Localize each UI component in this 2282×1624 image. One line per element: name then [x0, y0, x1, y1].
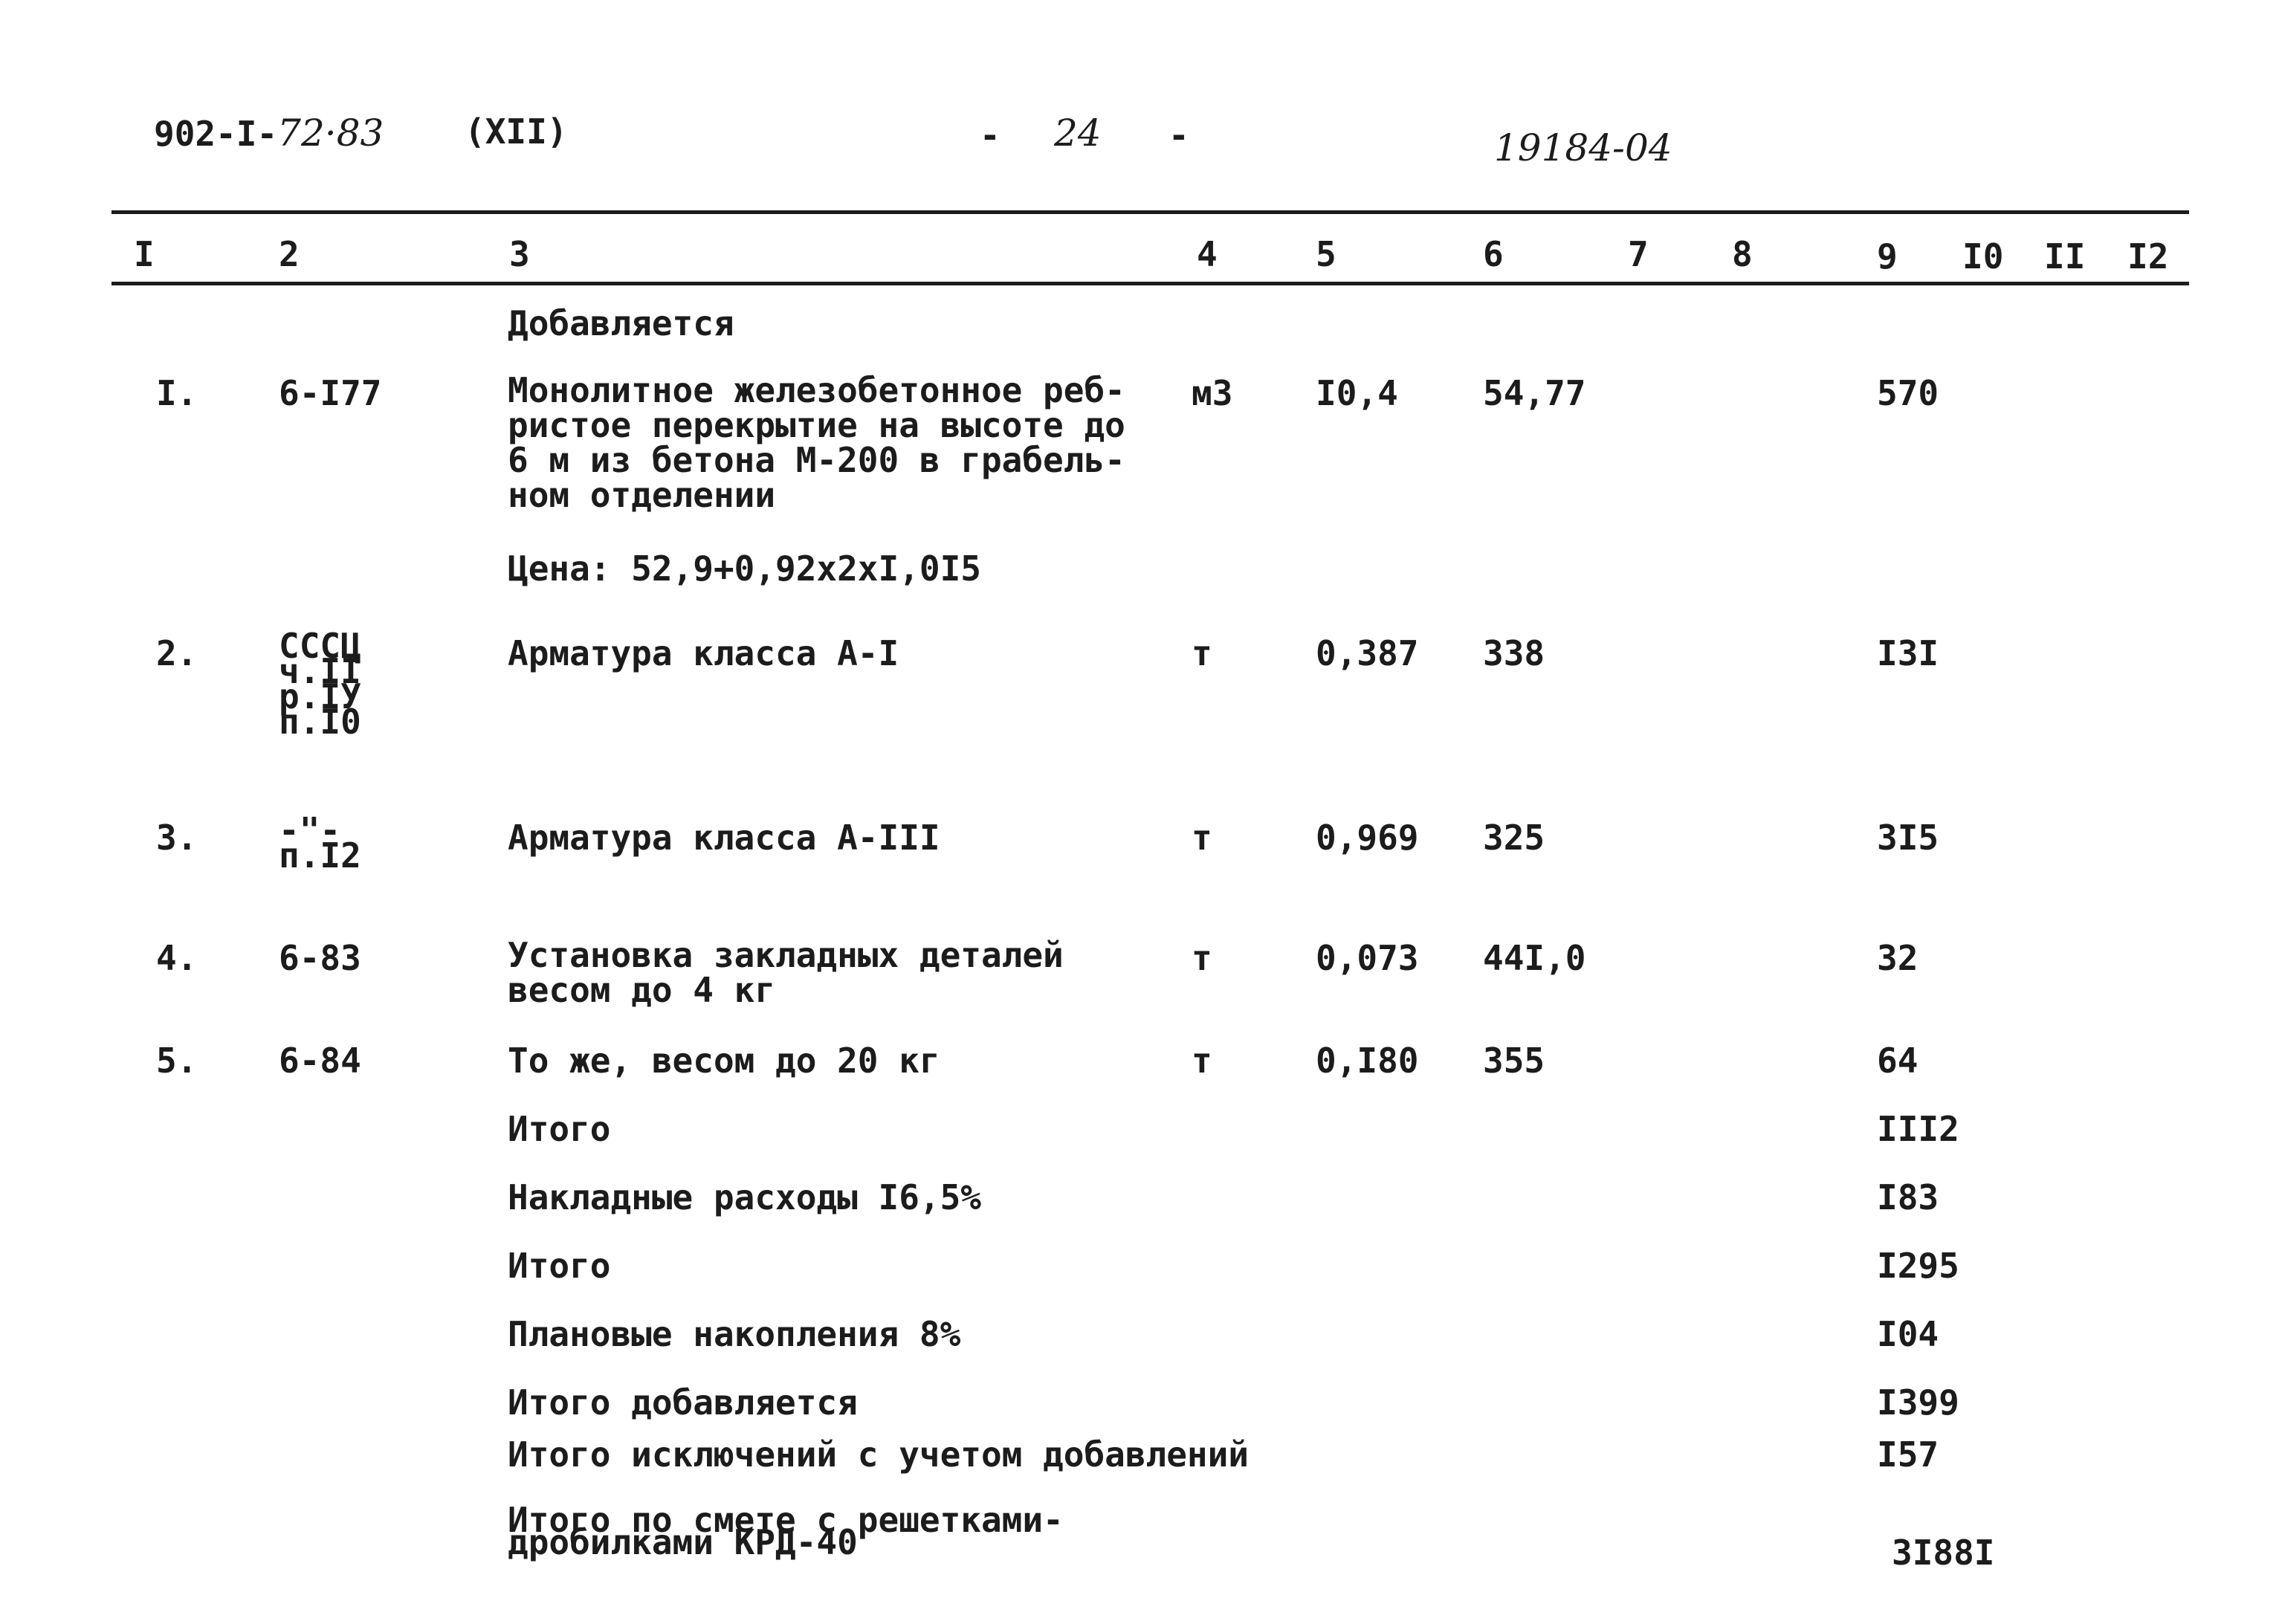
row-1-number: I.	[156, 373, 198, 413]
column-header-6: 6	[1483, 234, 1504, 274]
summary-label-6: Итого исключений с учетом добавлений	[508, 1434, 1249, 1475]
row-1-unit: м3	[1192, 373, 1233, 413]
column-header-9: 9	[1877, 236, 1898, 276]
document-code	[154, 111, 384, 155]
summary-value-1: III2	[1877, 1109, 1959, 1149]
summary-label-2: Накладные расходы I6,5%	[508, 1177, 981, 1217]
row-4-total: 32	[1877, 938, 1919, 978]
column-header-8: 8	[1732, 234, 1753, 274]
row-1-price: 54,77	[1483, 373, 1586, 413]
summary-value-3: I295	[1877, 1246, 1959, 1286]
summary-value-5: I399	[1877, 1382, 1959, 1423]
summary-label-3: Итого	[508, 1246, 611, 1286]
column-header-12: I2	[2127, 236, 2169, 276]
section-title: Добавляется	[508, 303, 734, 343]
row-5-number: 5.	[156, 1041, 198, 1081]
row-2-unit: т	[1192, 633, 1212, 673]
summary-value-4: I04	[1877, 1314, 1939, 1354]
row-1-name: Монолитное железобетонное реб- ристое перекрытие на высоте до 6 м из бетона М-200 в грабель- ном отделении	[508, 370, 1125, 515]
registry-number: 19184-04	[1494, 126, 1672, 169]
page-number: 24	[1054, 111, 1102, 155]
row-2-total: I3I	[1877, 633, 1939, 673]
summary-label-7: Итого по смете с решетками- дробилками КРД-40	[508, 1500, 1064, 1562]
column-header-4: 4	[1197, 234, 1218, 274]
row-2-price: 338	[1483, 633, 1545, 673]
row-3-name: Арматура класса А-III	[508, 818, 940, 858]
row-3-number: 3.	[156, 818, 198, 858]
column-header-5: 5	[1316, 234, 1336, 274]
row-5-code: 6-84	[279, 1041, 361, 1081]
summary-label-4: Плановые накопления 8%	[508, 1314, 961, 1354]
column-header-11: II	[2044, 236, 2086, 276]
column-header-7: 7	[1628, 234, 1649, 274]
row-2-number: 2.	[156, 633, 198, 673]
row-3-code: -"- п.I2	[279, 810, 361, 876]
row-2-name: Арматура класса А-I	[508, 633, 899, 673]
row-4-number: 4.	[156, 938, 198, 978]
row-4-name: Установка закладных деталей весом до 4 кг	[508, 935, 1064, 1010]
summary-value-6: I57	[1877, 1434, 1939, 1475]
document-code-handwritten: 72·83	[277, 111, 384, 155]
row-2-quantity: 0,387	[1316, 633, 1419, 673]
row-4-price: 44I,0	[1483, 938, 1586, 978]
header-rule-top	[111, 210, 2189, 214]
page-number-dash-right: -	[1169, 115, 1189, 155]
summary-label-5: Итого добавляется	[508, 1382, 858, 1423]
column-header-10: I0	[1962, 236, 2004, 276]
section-label: (XII)	[465, 111, 568, 152]
summary-value-2: I83	[1877, 1177, 1939, 1217]
summary-value-7: 3I88I	[1892, 1533, 1995, 1573]
document-code-typed: 902-I-	[154, 114, 278, 154]
row-1-quantity: I0,4	[1316, 373, 1398, 413]
column-header-3: 3	[509, 234, 530, 274]
row-1-total: 570	[1877, 373, 1939, 413]
row-5-name: То же, весом до 20 кг	[508, 1041, 940, 1081]
row-3-quantity: 0,969	[1316, 818, 1419, 858]
row-3-unit: т	[1192, 818, 1212, 858]
row-5-price: 355	[1483, 1041, 1545, 1081]
row-3-total: 3I5	[1877, 818, 1939, 858]
header-rule-bottom	[111, 282, 2189, 285]
row-4-unit: т	[1192, 938, 1212, 978]
row-1-code: 6-I77	[279, 373, 382, 413]
row-2-code: СССЦ ч.II р.IУ п.I0	[279, 626, 361, 742]
column-header-1: I	[134, 234, 155, 274]
price-note: Цена: 52,9+0,92х2хI,0I5	[508, 549, 981, 589]
row-5-unit: т	[1192, 1041, 1212, 1081]
row-4-quantity: 0,073	[1316, 938, 1419, 978]
column-header-2: 2	[279, 234, 300, 274]
row-4-code: 6-83	[279, 938, 361, 978]
page-number-dash-left: -	[980, 115, 1001, 155]
row-5-total: 64	[1877, 1041, 1919, 1081]
row-3-price: 325	[1483, 818, 1545, 858]
summary-label-1: Итого	[508, 1109, 611, 1149]
row-5-quantity: 0,I80	[1316, 1041, 1419, 1081]
